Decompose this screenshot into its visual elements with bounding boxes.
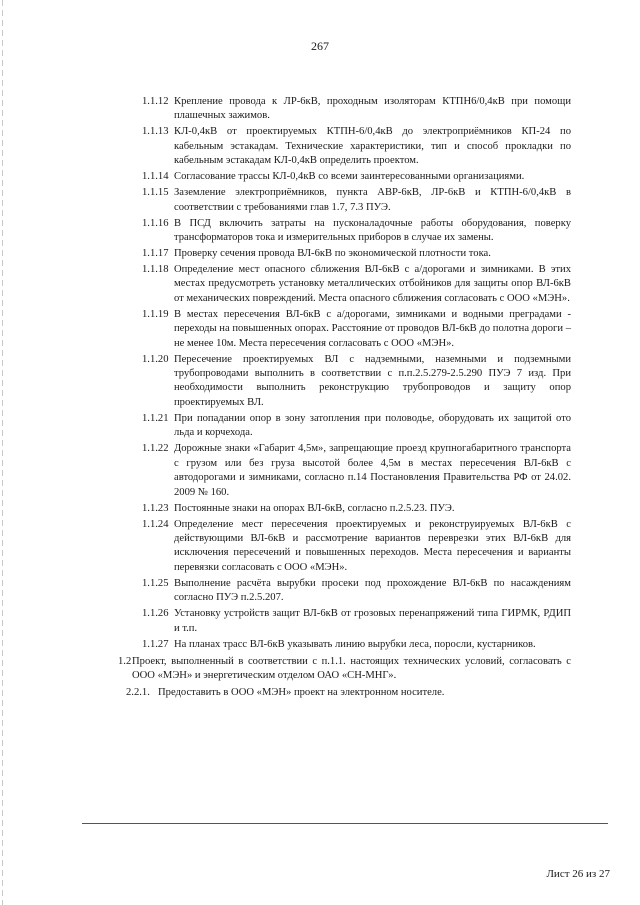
item-number: 1.1.25 <box>142 577 169 589</box>
item-text: Предоставить в ООО «МЭН» проект на электронном носителе. <box>158 686 445 698</box>
document-body <box>118 95 571 702</box>
page-number: 267 <box>311 39 329 53</box>
item-text: Установку устройств защит ВЛ-6кВ от грозовых перенапряжений типа ГИРМК, РДИП и т.п. <box>174 608 571 634</box>
item-number: 1.1.19 <box>142 308 169 320</box>
item-text: Крепление провода к ЛР-6кВ, проходным изоляторам КТПН6/0,4кВ при помощи плашечных зажимов. <box>174 96 571 122</box>
list-item <box>132 442 571 500</box>
item-number: 1.1.18 <box>142 264 169 276</box>
footer-divider <box>82 823 608 824</box>
item-number: 1.1.21 <box>142 412 169 424</box>
list-item <box>132 638 571 652</box>
list-item <box>132 577 571 606</box>
list-item <box>132 263 571 306</box>
list-item <box>132 125 571 168</box>
item-text: Заземление электроприёмников, пункта АВР-6кВ, ЛР-6кВ и КТПН-6/0,4кВ в соответствии с требованиями глав 1.7, 7.3 ПУЭ. <box>174 187 571 213</box>
item-text: Определение мест пересечения проектируемых и реконструируемых ВЛ-6кВ с действующими ВЛ-6кВ и рассмотрение вариантов переврезки этих ВЛ-6кВ для исключения пересечений и повышенных переходов. Места пересечения и варианты перевязки согласовать с ООО «МЭН». <box>174 518 571 573</box>
item-number: 1.1.17 <box>142 248 169 260</box>
list-item <box>132 518 571 576</box>
item-number: 1.1.22 <box>142 443 169 455</box>
item-text: Постоянные знаки на опорах ВЛ-6кВ, согласно п.2.5.23. ПУЭ. <box>174 502 455 514</box>
item-text: Определение мест опасного сближения ВЛ-6кВ с а/дорогами и зимниками. В этих местах предусмотреть установку металлических отбойников для защиты опор ВЛ-6кВ от механических повреждений. Места опасного сближения согласовать с ООО «МЭН». <box>174 264 571 304</box>
item-number: 1.1.15 <box>142 187 169 199</box>
item-text: Согласование трассы КЛ-0,4кВ со всеми заинтересованными организациями. <box>174 171 525 183</box>
item-text: В местах пересечения ВЛ-6кВ с а/дорогами, зимниками и водными преградами - переходы на повышенных опорах. Расстояние от проводов ВЛ-6кВ до полотна дороги – не менее 10м. Места пересечения согласовать с ООО «МЭН». <box>174 308 571 349</box>
list-item <box>132 412 571 441</box>
item-number: 1.1.13 <box>142 126 169 138</box>
list-item <box>132 502 571 516</box>
item-number: 1.1.27 <box>142 638 169 650</box>
section-item-2-2-1 <box>118 686 571 700</box>
item-text: При попадании опор в зону затопления при половодье, оборудовать их защитой ото льда и корчехода. <box>174 412 571 439</box>
list-item <box>132 607 571 636</box>
item-text: Дорожные знаки «Габарит 4,5м», запрещающие проезд крупногабаритного транспорта с грузом или без груза высотой более 4,5м в местах пересечения ВЛ-6кВ с автодорогами и зимниками, согласно п.14 Постановления Правительства РФ от 24.02. 2009 № 160. <box>174 443 571 498</box>
list-item <box>132 170 571 184</box>
list-item <box>132 308 571 351</box>
list-item <box>132 217 571 246</box>
section-item-1-2 <box>118 655 571 684</box>
item-text: Пересечение проектируемых ВЛ с надземными, наземными и подземными трубопроводами выполнить в соответствии с п.п.2.5.279-2.5.290 ПУЭ 7 изд. При необходимости выполнить реконструкцию трубопроводов и защиту опор проектируемых ВЛ. <box>174 353 571 408</box>
item-number: 1.1.12 <box>142 96 169 107</box>
item-text: В ПСД включить затраты на пусконаладочные работы оборудования, поверку трансформаторов тока и измерительных приборов в случае их замены. <box>174 217 571 244</box>
item-text: Проверку сечения провода ВЛ-6кВ по экономической плотности тока. <box>174 248 491 260</box>
list-item <box>132 353 571 411</box>
item-number: 1.2 <box>118 655 132 667</box>
item-text: Проект, выполненный в соответствии с п.1.1. настоящих технических условий, согласовать с ООО «МЭН» и энергетическим отделом ОАО «СН-МНГ». <box>132 655 571 682</box>
sheet-counter: Лист 26 из 27 <box>546 868 610 880</box>
item-number: 1.1.16 <box>142 217 169 229</box>
list-item <box>132 95 571 124</box>
list-item <box>132 186 571 215</box>
list-item <box>132 247 571 261</box>
item-number: 1.1.14 <box>142 171 169 183</box>
item-text: КЛ-0,4кВ от проектируемых КТПН-6/0,4кВ до электроприёмников КП-24 по кабельным эстакадам. Технические характеристики, тип и способ прокладки по кабельным эстакадам КЛ-0,4кВ определить проектом. <box>174 126 571 167</box>
item-number: 1.1.24 <box>142 518 169 530</box>
item-text: Выполнение расчёта вырубки просеки под прохождение ВЛ-6кВ по насаждениям согласно ПУЭ п.2.5.207. <box>174 577 571 604</box>
item-number: 2.2.1. <box>126 686 150 698</box>
scan-edge <box>2 0 3 905</box>
item-number: 1.1.23 <box>142 502 169 514</box>
item-number: 1.1.20 <box>142 353 169 365</box>
item-text: На планах трасс ВЛ-6кВ указывать линию вырубки леса, поросли, кустарников. <box>174 638 536 650</box>
item-number: 1.1.26 <box>142 608 169 620</box>
